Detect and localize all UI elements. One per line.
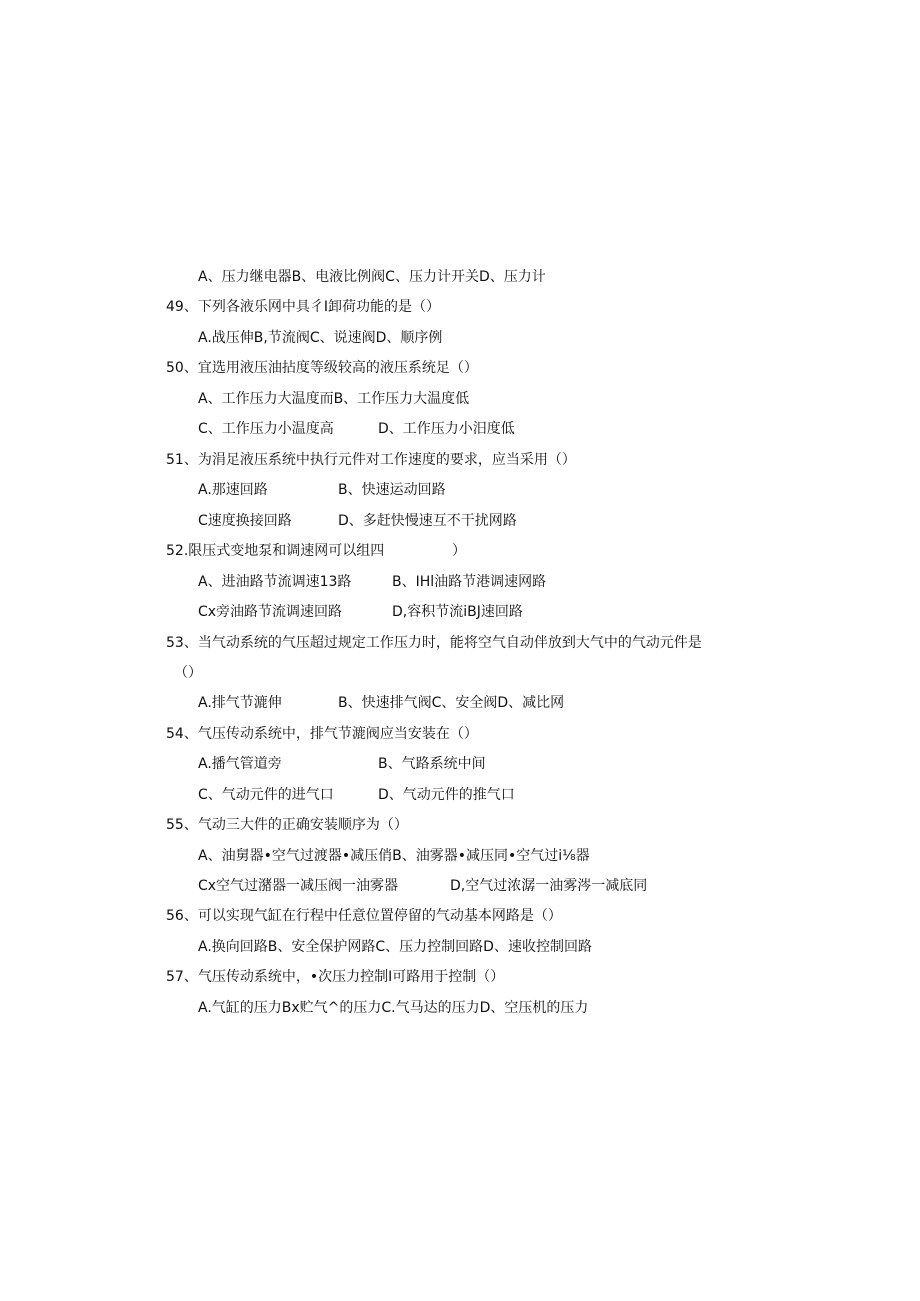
q57-options — [198, 999, 588, 1017]
q51-options-row2 — [198, 512, 618, 530]
q49-options — [198, 329, 442, 347]
question-54 — [166, 725, 478, 743]
question-paren: ） — [452, 543, 466, 559]
q50-options-row2 — [198, 420, 618, 438]
q50-options-row1 — [198, 390, 469, 408]
q48-options — [198, 268, 546, 286]
option-text: A、压力继电器B、电液比例阀C、压力计开关D、压力计 — [198, 269, 546, 285]
option-c: Cx空气过潴器一减压阀一油雾器 — [198, 878, 399, 894]
q55-options-row2 — [198, 877, 658, 895]
option-d: D,空气过浓潺一油雾涔一减底同 — [450, 878, 648, 894]
question-53-paren — [174, 664, 202, 682]
question-55 — [166, 816, 408, 834]
option-a: A.排气节漉伸 — [198, 695, 282, 711]
question-text: 49、下列各液乐网中具彳I卸荷功能的是（） — [166, 299, 440, 315]
option-bcd: B、快速排气阀C、安全阀D、减比网 — [338, 695, 565, 711]
question-text: 55、气动三大件的正确安装顺序为（） — [166, 817, 408, 833]
option-c: Cx旁油路节流调速回路 — [198, 604, 343, 620]
question-text: 56、可以实现气缸在行程中任意位置停留的气动基本网路是（） — [166, 908, 562, 924]
question-text: 51、为涓足液压系统中执行元件对工作速度的要求，应当采用（） — [166, 452, 576, 468]
q52-options-row2 — [198, 603, 618, 621]
option-a: A.那速回路 — [198, 482, 268, 498]
option-d: D、气动元件的推气口 — [378, 787, 515, 803]
option-d: D、多赶快慢速互不干扰网路 — [338, 513, 517, 529]
question-52 — [166, 542, 486, 560]
question-text: 54、气压传动系统中，排气节漉阀应当安装在（） — [166, 726, 478, 742]
q55-options-row1 — [198, 847, 590, 865]
q53-options — [198, 694, 618, 712]
option-b: B、快速运动回路 — [338, 482, 446, 498]
question-56 — [166, 907, 562, 925]
option-a: A.播气管道旁 — [198, 756, 282, 772]
q54-options-row1 — [198, 755, 618, 773]
option-text: A.换向回路B、安全保护网路C、压力控制回路D、速收控制回路 — [198, 939, 592, 955]
option-b: B、气路系统中间 — [378, 756, 486, 772]
option-c: C、工作压力小温度高 — [198, 421, 334, 437]
option-d: D,容积节流iBJ速回路 — [392, 604, 523, 620]
q52-options-row1 — [198, 573, 618, 591]
option-text: A、工作压力大温度而B、工作压力大温度低 — [198, 391, 470, 407]
question-text: （） — [174, 665, 202, 681]
question-text: 53、当气动系统的气压超过规定工作压力时，能将空气自动伴放到大气中的气动元件是 — [166, 635, 702, 651]
question-49 — [166, 298, 440, 316]
option-text: A.气缸的压力Bx贮气^的压力C.气马达的压力D、空压机的压力 — [198, 1000, 589, 1016]
question-53 — [166, 634, 702, 652]
q56-options — [198, 938, 592, 956]
question-50 — [166, 359, 478, 377]
option-c: C速度换接回路 — [198, 513, 292, 529]
option-text: A、油舅器•空气过渡器•减压俏B、油雾器•减压同•空气过i⅛器 — [198, 848, 590, 864]
question-57 — [166, 968, 504, 986]
option-a: A、进油路节流调速13路 — [198, 574, 352, 590]
q51-options-row1 — [198, 481, 618, 499]
question-51 — [166, 451, 576, 469]
q54-options-row2 — [198, 786, 618, 804]
option-b: B、IHl油路节港调速网路 — [392, 574, 547, 590]
question-text: 50、宜选用液压油拈度等级较高的液压系统足（） — [166, 360, 478, 376]
option-d: D、工作压力小汨度低 — [378, 421, 515, 437]
question-text: 52.限压式变地泵和调速网可以组四 — [166, 543, 385, 559]
option-c: C、气动元件的进气口 — [198, 787, 334, 803]
question-text: 57、气压传动系统中，•次压力控制I可路用于控制（） — [166, 969, 505, 985]
option-text: A.战压伸B,节流阀C、说速阀D、顺序例 — [198, 330, 443, 346]
